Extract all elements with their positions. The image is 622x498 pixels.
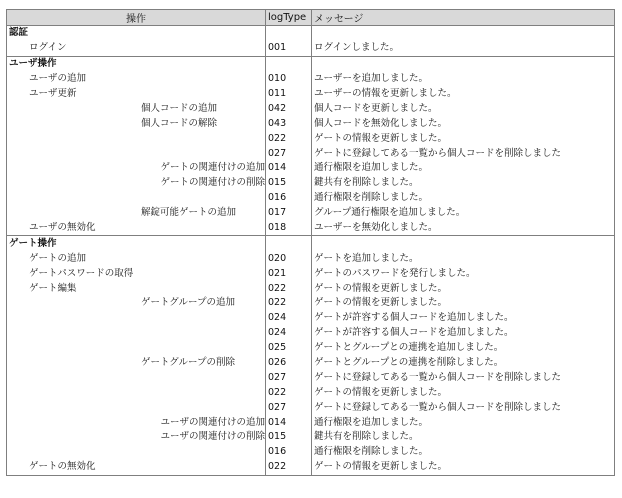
table-row	[7, 266, 615, 281]
table-row	[7, 221, 615, 236]
operation-cell: ユーザ操作	[7, 56, 266, 71]
log-type-table	[6, 9, 615, 476]
message-cell: 通行権限を削除しました。	[312, 191, 615, 206]
logtype-cell: 020	[266, 251, 312, 266]
logtype-cell: 016	[266, 191, 312, 206]
logtype-cell: 010	[266, 72, 312, 87]
table-row	[7, 191, 615, 206]
operation-cell: ログイン	[7, 41, 266, 56]
logtype-cell: 022	[266, 460, 312, 475]
logtype-cell: 042	[266, 101, 312, 116]
logtype-cell: 022	[266, 385, 312, 400]
message-cell: 鍵共有を削除しました。	[312, 176, 615, 191]
header-operation: 操作	[7, 10, 266, 26]
operation-cell	[7, 445, 266, 460]
operation-cell: 解錠可能ゲートの追加	[7, 206, 266, 221]
operation-cell	[7, 326, 266, 341]
header-logtype: logType	[266, 10, 312, 26]
message-cell: 鍵共有を削除しました。	[312, 430, 615, 445]
operation-cell: ゲートの関連付けの追加	[7, 161, 266, 176]
logtype-cell: 016	[266, 445, 312, 460]
message-cell: ユーザーの情報を更新しました。	[312, 87, 615, 102]
message-cell: ログインしました。	[312, 41, 615, 56]
logtype-cell: 015	[266, 176, 312, 191]
message-cell	[312, 26, 615, 41]
operation-cell: 認証	[7, 26, 266, 41]
logtype-cell: 022	[266, 131, 312, 146]
logtype-cell: 021	[266, 266, 312, 281]
logtype-cell: 024	[266, 311, 312, 326]
message-cell: ゲートに登録してある一覧から個人コードを削除しました	[312, 146, 615, 161]
operation-cell: ゲート編集	[7, 281, 266, 296]
message-cell: ゲートに登録してある一覧から個人コードを削除しました	[312, 400, 615, 415]
operation-cell	[7, 311, 266, 326]
message-cell: グループ通行権限を追加しました。	[312, 206, 615, 221]
logtype-cell: 027	[266, 370, 312, 385]
message-cell: ユーザーを追加しました。	[312, 72, 615, 87]
table-row	[7, 146, 615, 161]
table-row	[7, 296, 615, 311]
logtype-cell: 027	[266, 146, 312, 161]
operation-cell: ゲートグループの追加	[7, 296, 266, 311]
operation-cell: ゲートの関連付けの削除	[7, 176, 266, 191]
logtype-cell: 024	[266, 326, 312, 341]
table-row	[7, 131, 615, 146]
logtype-cell	[266, 26, 312, 41]
table-row	[7, 101, 615, 116]
operation-cell	[7, 191, 266, 206]
table-body	[7, 26, 615, 476]
operation-cell	[7, 146, 266, 161]
message-cell: 通行権限を削除しました。	[312, 445, 615, 460]
logtype-cell	[266, 236, 312, 251]
table-row	[7, 251, 615, 266]
message-cell: 個人コードを更新しました。	[312, 101, 615, 116]
operation-cell	[7, 400, 266, 415]
operation-cell	[7, 341, 266, 356]
logtype-cell: 014	[266, 415, 312, 430]
message-cell: ゲートの情報を更新しました。	[312, 281, 615, 296]
operation-cell: 個人コードの追加	[7, 101, 266, 116]
logtype-cell: 027	[266, 400, 312, 415]
message-cell: ゲートのパスワードを発行しました。	[312, 266, 615, 281]
table-row	[7, 87, 615, 102]
message-cell: 通行権限を追加しました。	[312, 415, 615, 430]
message-cell	[312, 236, 615, 251]
header-message: メッセージ	[312, 10, 615, 26]
table-row	[7, 72, 615, 87]
message-cell: ゲートとグループとの連携を追加しました。	[312, 341, 615, 356]
table-row	[7, 341, 615, 356]
message-cell: ユーザーを無効化しました。	[312, 221, 615, 236]
message-cell: ゲートの情報を更新しました。	[312, 460, 615, 475]
operation-cell	[7, 370, 266, 385]
message-cell: ゲートとグループとの連携を削除しました。	[312, 356, 615, 371]
table-row	[7, 326, 615, 341]
category-row	[7, 236, 615, 251]
table-row	[7, 415, 615, 430]
operation-cell: ユーザの関連付けの削除	[7, 430, 266, 445]
header-row	[7, 10, 615, 26]
operation-cell: ゲートの無効化	[7, 460, 266, 475]
table-row	[7, 41, 615, 56]
operation-cell: ユーザの無効化	[7, 221, 266, 236]
message-cell: 個人コードを無効化しました。	[312, 116, 615, 131]
table-header	[7, 10, 615, 26]
logtype-cell: 001	[266, 41, 312, 56]
table-row	[7, 445, 615, 460]
logtype-cell: 018	[266, 221, 312, 236]
message-cell: ゲートが許容する個人コードを追加しました。	[312, 326, 615, 341]
operation-cell: ゲートグループの削除	[7, 356, 266, 371]
table-row	[7, 281, 615, 296]
logtype-cell: 025	[266, 341, 312, 356]
table-row	[7, 430, 615, 445]
operation-cell	[7, 131, 266, 146]
logtype-cell: 014	[266, 161, 312, 176]
operation-cell	[7, 385, 266, 400]
table-row	[7, 116, 615, 131]
category-row	[7, 56, 615, 71]
logtype-cell: 011	[266, 87, 312, 102]
operation-cell: ゲートパスワードの取得	[7, 266, 266, 281]
log-type-sheet	[6, 9, 614, 476]
table-row	[7, 206, 615, 221]
logtype-cell: 043	[266, 116, 312, 131]
message-cell	[312, 56, 615, 71]
table-row	[7, 400, 615, 415]
table-row	[7, 370, 615, 385]
table-row	[7, 356, 615, 371]
logtype-cell: 015	[266, 430, 312, 445]
operation-cell: ユーザの追加	[7, 72, 266, 87]
operation-cell: ゲート操作	[7, 236, 266, 251]
table-row	[7, 161, 615, 176]
message-cell: ゲートを追加しました。	[312, 251, 615, 266]
logtype-cell: 022	[266, 281, 312, 296]
logtype-cell	[266, 56, 312, 71]
operation-cell: ユーザの関連付けの追加	[7, 415, 266, 430]
table-row	[7, 385, 615, 400]
message-cell: ゲートの情報を更新しました。	[312, 385, 615, 400]
table-row	[7, 176, 615, 191]
message-cell: ゲートに登録してある一覧から個人コードを削除しました	[312, 370, 615, 385]
operation-cell: ユーザ更新	[7, 87, 266, 102]
operation-cell: ゲートの追加	[7, 251, 266, 266]
logtype-cell: 017	[266, 206, 312, 221]
table-row	[7, 460, 615, 475]
category-row	[7, 26, 615, 41]
logtype-cell: 026	[266, 356, 312, 371]
operation-cell: 個人コードの解除	[7, 116, 266, 131]
table-row	[7, 311, 615, 326]
message-cell: ゲートの情報を更新しました。	[312, 131, 615, 146]
message-cell: 通行権限を追加しました。	[312, 161, 615, 176]
message-cell: ゲートが許容する個人コードを追加しました。	[312, 311, 615, 326]
message-cell: ゲートの情報を更新しました。	[312, 296, 615, 311]
logtype-cell: 022	[266, 296, 312, 311]
